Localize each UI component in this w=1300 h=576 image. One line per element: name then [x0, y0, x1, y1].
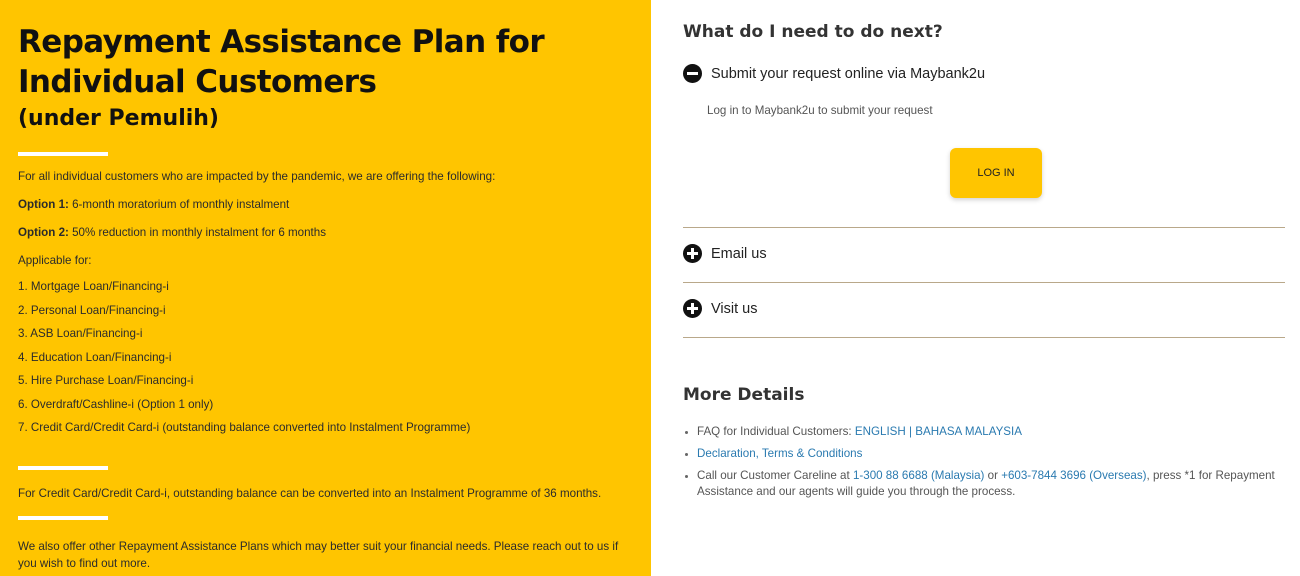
list-item: 5. Hire Purchase Loan/Financing-i: [18, 374, 194, 387]
applicable-heading: Applicable for:: [18, 254, 92, 267]
plus-circle-icon: [683, 299, 702, 318]
page-subtitle: (under Pemulih): [18, 106, 219, 131]
call-suffix: , press *1 for Repayment Assistance and our agents will guide you through the process.: [697, 469, 1275, 498]
accordion-email-us[interactable]: [683, 244, 767, 263]
faq-separator: |: [905, 425, 916, 438]
plus-circle-icon: [683, 244, 702, 263]
accordion-submit-online[interactable]: [683, 64, 985, 83]
divider: [683, 227, 1285, 228]
accordion-label: Visit us: [711, 300, 758, 317]
applicable-list: [18, 279, 621, 444]
list-item: 7. Credit Card/Credit Card-i (outstanding balance converted into Instalment Programme): [18, 421, 471, 434]
intro-text: For all individual customers who are impacted by the pandemic, we are offering the following:: [18, 170, 496, 183]
list-item: 6. Overdraft/Cashline-i (Option 1 only): [18, 397, 214, 411]
option-1-text: 6-month moratorium of monthly instalment: [68, 198, 290, 211]
more-details-title: More Details: [683, 385, 805, 405]
call-prefix: Call our Customer Careline at: [697, 469, 853, 482]
more-details-list: [683, 424, 1285, 506]
other-plans-text: We also offer other Repayment Assistance Plans which may better suit your financial needs. Please reach out to us if you wish to find out more.: [18, 539, 619, 570]
divider: [683, 337, 1285, 338]
declaration-link[interactable]: Declaration, Terms & Conditions: [697, 447, 863, 460]
list-item: 2. Personal Loan/Financing-i: [18, 303, 166, 317]
divider: [18, 466, 108, 470]
accordion-label: Email us: [711, 245, 767, 262]
option-1: [18, 197, 621, 213]
list-item: 1. Mortgage Loan/Financing-i: [18, 280, 169, 293]
faq-item: [683, 424, 1285, 440]
login-button[interactable]: LOG IN: [950, 148, 1042, 198]
faq-english-link[interactable]: ENGLISH: [854, 425, 906, 438]
option-2-text: 50% reduction in monthly instalment for 6 months: [68, 226, 327, 239]
faq-bahasa-link[interactable]: BAHASA MALAYSIA: [915, 425, 1022, 438]
option-1-label: Option 1:: [18, 198, 69, 211]
call-or: or: [984, 469, 1002, 482]
accordion-label: Submit your request online via Maybank2u: [711, 65, 986, 82]
faq-prefix: FAQ for Individual Customers:: [697, 425, 855, 438]
phone-malaysia-link[interactable]: 1-300 88 6688 (Malaysia): [852, 469, 985, 482]
phone-overseas-link[interactable]: +603-7844 3696 (Overseas): [1001, 469, 1147, 482]
minus-circle-icon: [683, 64, 702, 83]
divider: [683, 282, 1285, 283]
option-2: [18, 225, 621, 241]
next-steps-title: What do I need to do next?: [683, 22, 943, 42]
accordion-description: Log in to Maybank2u to submit your request: [707, 104, 933, 117]
page-title: Repayment Assistance Plan for Individual Customers: [18, 24, 545, 100]
divider: [18, 516, 108, 520]
careline-item: [683, 468, 1285, 500]
list-item: 3. ASB Loan/Financing-i: [18, 327, 143, 340]
option-2-label: Option 2:: [18, 226, 69, 239]
divider: [18, 152, 108, 156]
credit-card-note: For Credit Card/Credit Card-i, outstanding balance can be converted into an Instalment Programme of 36 months.: [18, 486, 602, 500]
accordion-visit-us[interactable]: [683, 299, 757, 318]
declaration-item: [683, 446, 1285, 462]
next-steps-panel: [683, 0, 1285, 576]
list-item: 4. Education Loan/Financing-i: [18, 350, 172, 364]
